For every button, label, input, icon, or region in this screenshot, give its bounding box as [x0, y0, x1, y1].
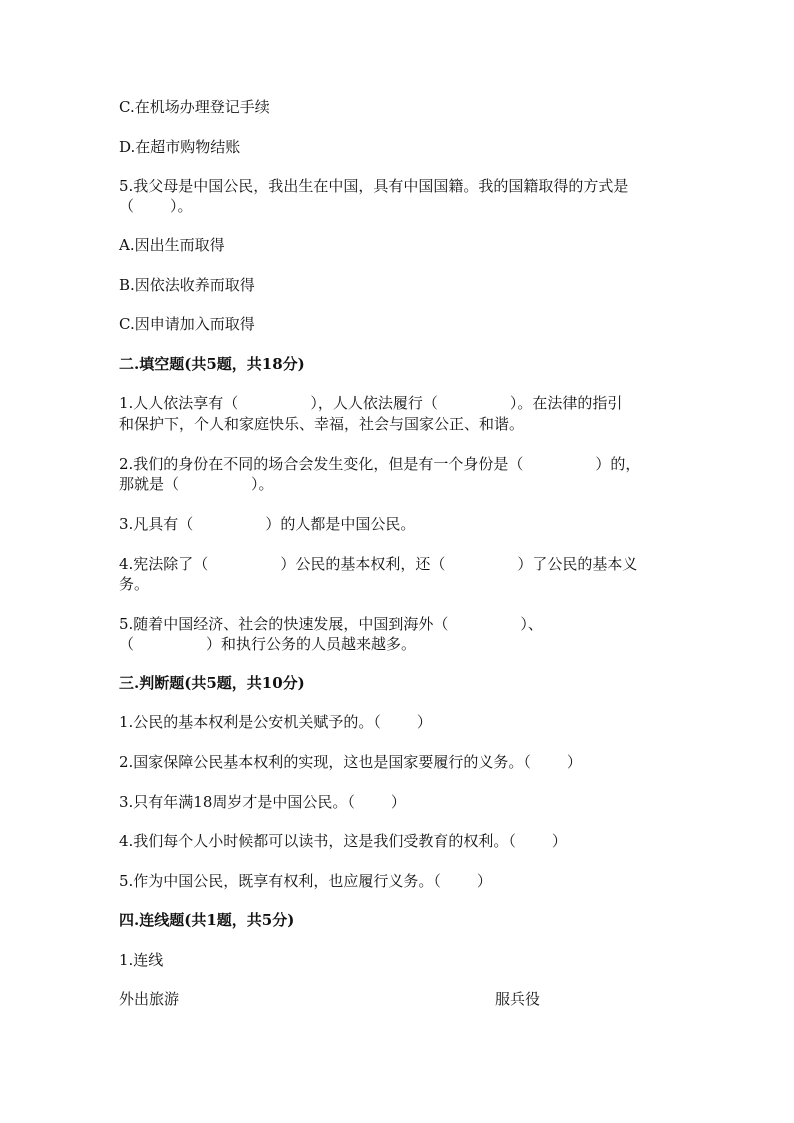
match-1	[119, 950, 163, 970]
question-text: 2.国家保障公民基本权利的实现，这也是国家要履行的义务。（	[119, 753, 531, 771]
question-text: 1.人人依法享有（	[119, 394, 239, 412]
fill-3	[119, 514, 415, 534]
question-text: ）了公民的基本义	[517, 555, 638, 573]
paren-close: ）	[416, 713, 432, 731]
fill-5-line2	[119, 634, 416, 654]
option-text: A.因出生而取得	[119, 236, 225, 254]
option-text: C.在机场办理登记手续	[119, 98, 270, 116]
option-c	[119, 314, 255, 334]
section-title: 三.判断题(共5题，共10分)	[119, 674, 305, 692]
question-5-blank-line	[119, 196, 193, 216]
question-5-text	[119, 176, 628, 196]
fill-5-line1	[119, 614, 543, 634]
paren-close: ）	[551, 832, 567, 850]
question-text: 4.我们每个人小时候都可以读书，这是我们受教育的权利。（	[119, 832, 516, 850]
match-left-item	[119, 989, 179, 1009]
option-b	[119, 275, 255, 295]
section-title: 二.填空题(共5题，共18分)	[119, 355, 305, 373]
question-text: ）。在法律的指引	[509, 394, 623, 412]
option-c	[119, 97, 270, 117]
question-text: 5.随着中国经济、社会的快速发展，中国到海外（	[119, 615, 449, 633]
question-text: 3.只有年满18周岁才是中国公民。（	[119, 793, 355, 811]
judge-1	[119, 712, 432, 732]
question-text: 5.我父母是中国公民，我出生在中国，具有中国国籍。我的国籍取得的方式是	[119, 177, 629, 195]
option-a	[119, 235, 225, 255]
judge-2	[119, 752, 582, 772]
question-text: 4.宪法除了（	[119, 555, 209, 573]
paren-open: （	[119, 197, 135, 215]
paren-close: ）	[566, 753, 582, 771]
match-right-item	[495, 989, 540, 1009]
fill-2-line2	[119, 474, 274, 494]
section-4-title	[119, 910, 294, 930]
judge-3	[119, 792, 406, 812]
question-text: ）。	[251, 475, 274, 493]
section-2-title	[119, 354, 305, 374]
question-text: ）和执行公务的人员越来越多。	[206, 635, 417, 653]
question-text: ）的，	[595, 455, 641, 473]
question-text: 1.连线	[119, 951, 164, 969]
question-text: ）的人都是中国公民。	[265, 515, 416, 533]
judge-4	[119, 831, 567, 851]
question-text: ），人人依法履行（	[310, 394, 438, 412]
question-text: ）公民的基本权利，还（	[280, 555, 446, 573]
option-text: B.因依法收养而取得	[119, 276, 255, 294]
question-text: （	[119, 635, 135, 653]
question-text: ）、	[520, 615, 543, 633]
paren-close: ）。	[170, 197, 193, 215]
fill-2-line1	[119, 454, 640, 474]
option-text: D.在超市购物结账	[119, 138, 241, 156]
option-text: C.因申请加入而取得	[119, 315, 255, 333]
question-text: 那就是（	[119, 475, 180, 493]
fill-4-line2	[119, 574, 149, 594]
section-title: 四.连线题(共1题，共5分)	[119, 911, 295, 929]
question-text: 务。	[119, 575, 150, 593]
fill-1-line1	[119, 393, 622, 413]
paren-close: ）	[390, 793, 406, 811]
question-text: 和保护下，个人和家庭快乐、幸福，社会与国家公正、和谐。	[119, 415, 525, 433]
question-text: 5.作为中国公民，既享有权利，也应履行义务。（	[119, 872, 441, 890]
judge-5	[119, 871, 492, 891]
fill-4-line1	[119, 554, 637, 574]
question-text: 3.凡具有（	[119, 515, 194, 533]
question-text: 2.我们的身份在不同的场合会发生变化，但是有一个身份是（	[119, 455, 524, 473]
option-d	[119, 137, 240, 157]
question-text: 1.公民的基本权利是公安机关赋予的。（	[119, 713, 381, 731]
section-3-title	[119, 673, 305, 693]
match-text: 外出旅游	[119, 990, 180, 1008]
paren-close: ）	[476, 872, 492, 890]
match-text: 服兵役	[495, 990, 541, 1008]
fill-1-line2	[119, 414, 524, 434]
